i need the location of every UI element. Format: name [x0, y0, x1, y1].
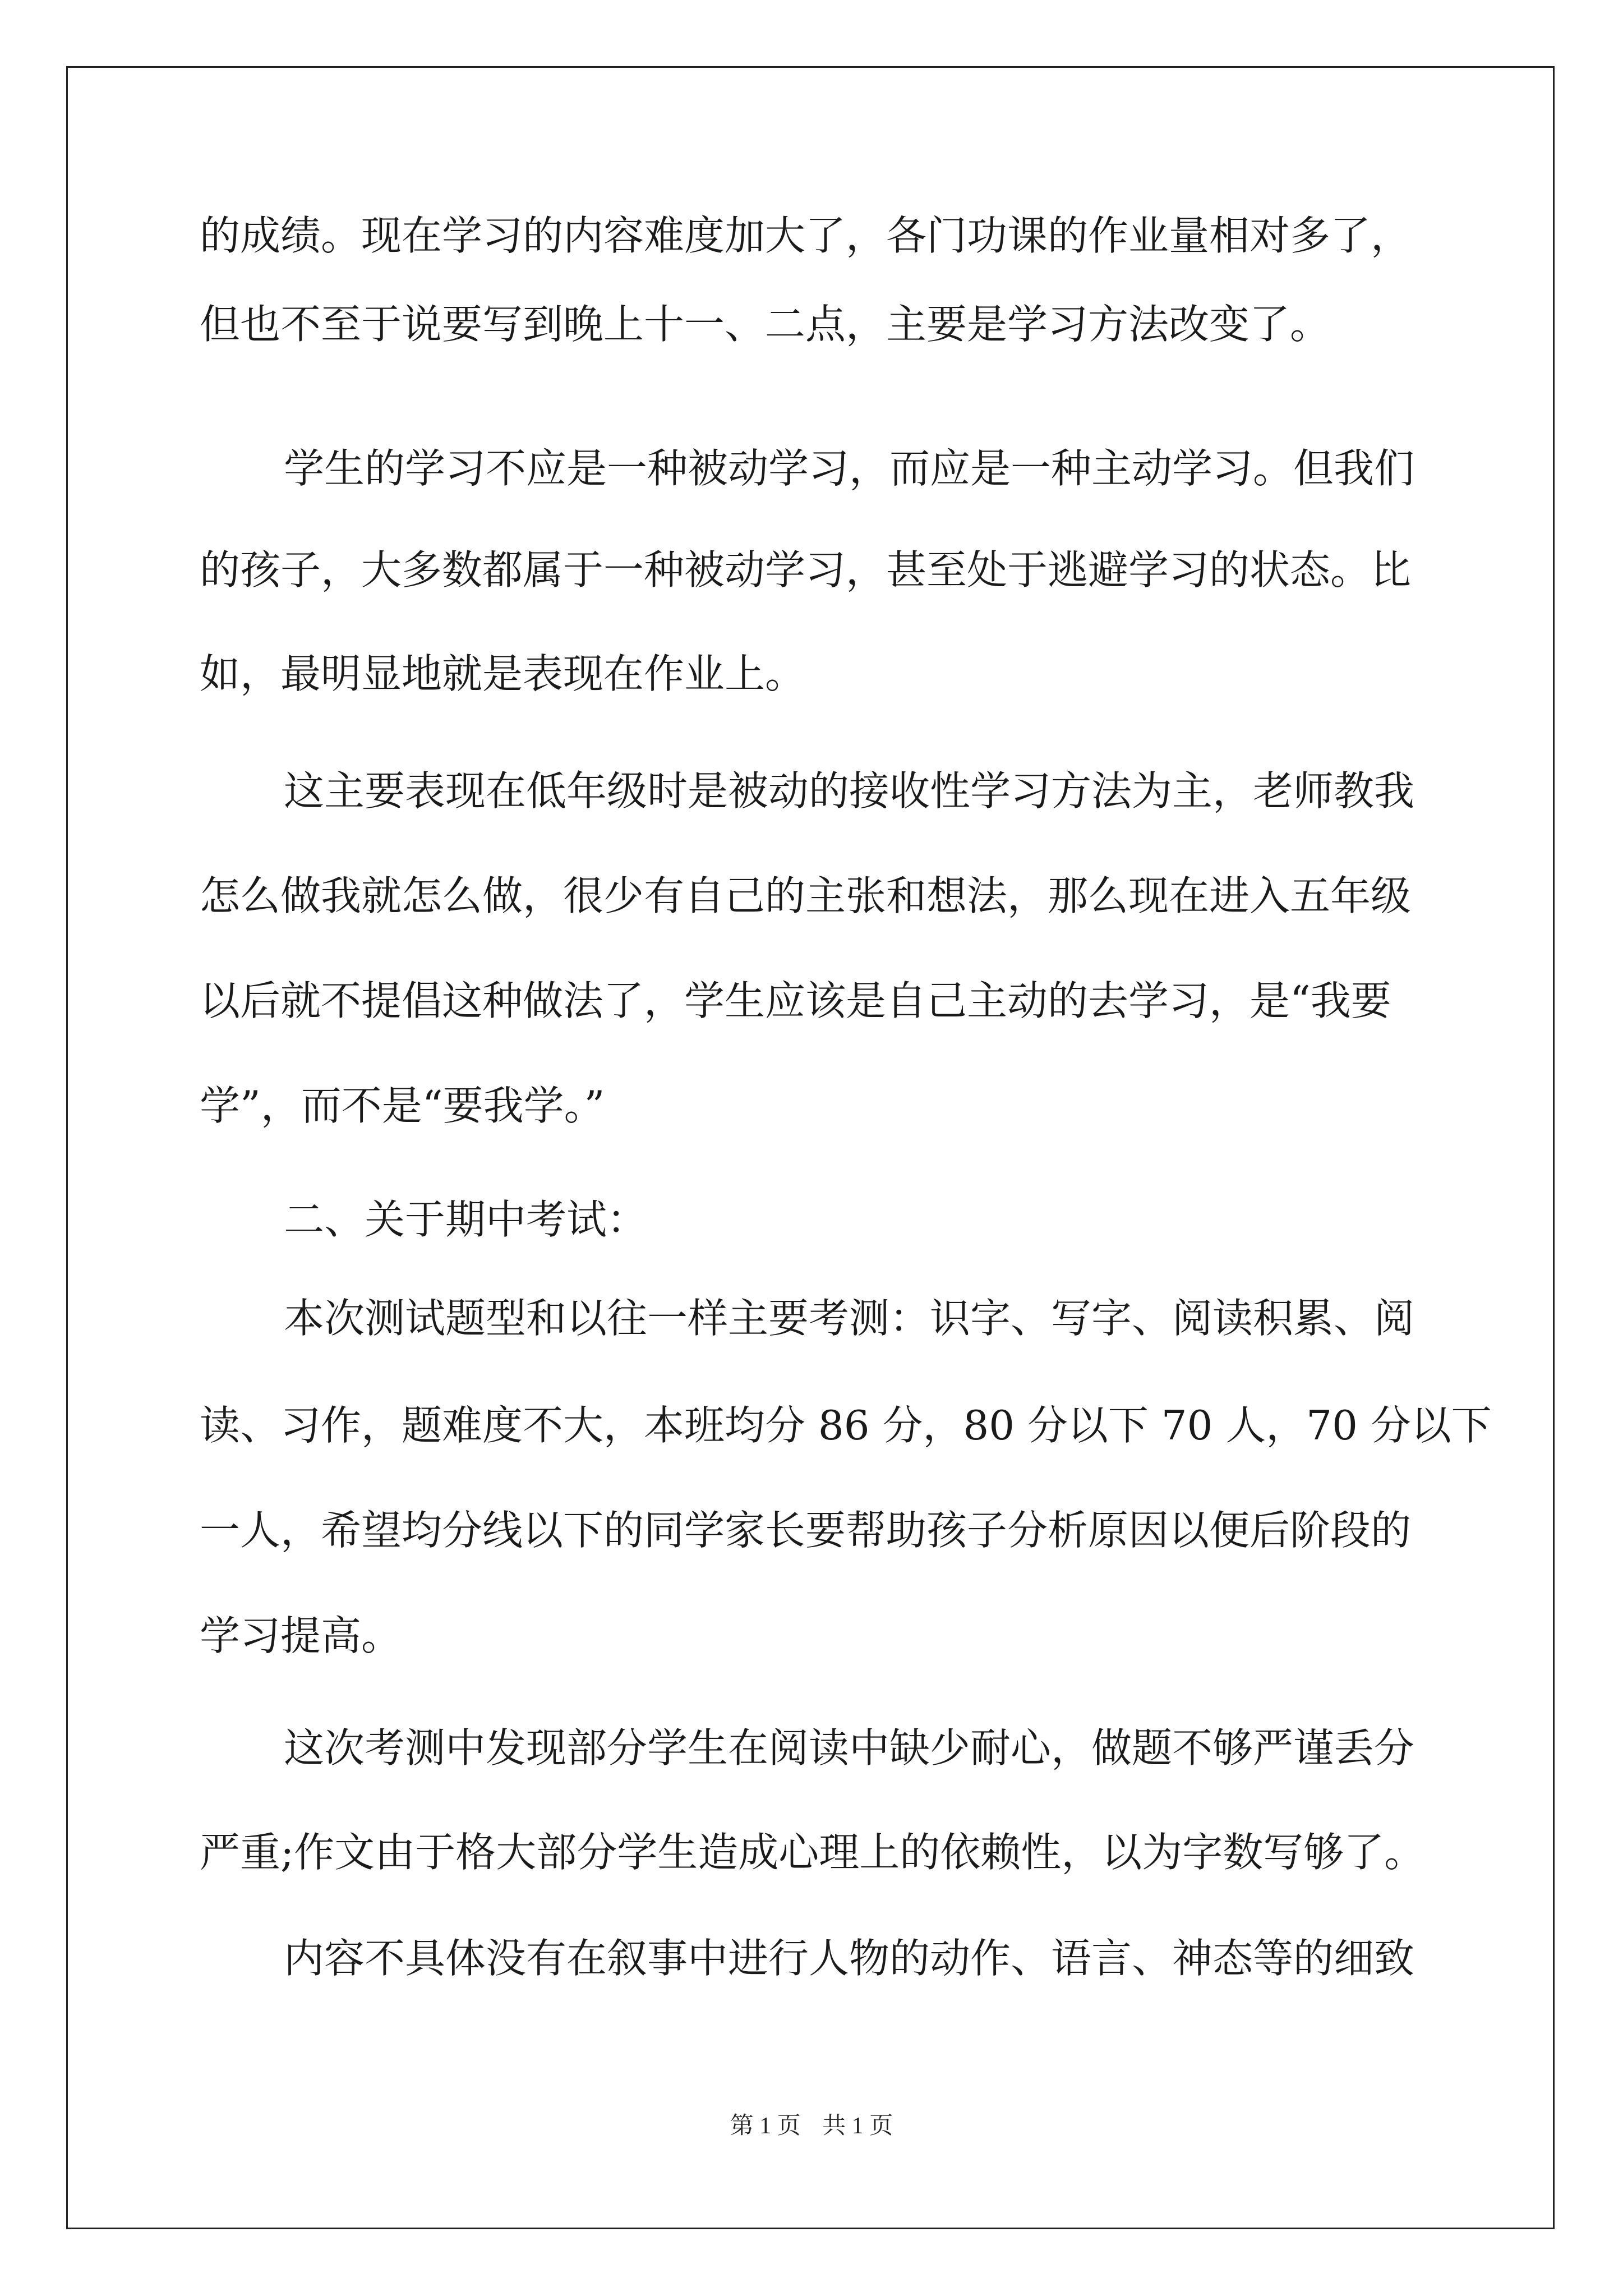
text-line-16: 严重;作文由于格大部分学生造成心理上的依赖性，以为字数写够了。 [200, 1829, 1425, 1876]
page-footer [0, 2109, 1623, 2143]
text-line-15: 这次考测中发现部分学生在阅读中缺少耐心，做题不够严谨丢分 [284, 1724, 1415, 1772]
text-line-9: 学”，而不是“要我学。” [200, 1082, 605, 1129]
text-line-7: 怎么做我就怎么做，很少有自己的主张和想法，那么现在进入五年级 [200, 872, 1412, 919]
page-total: 共 1 页 [822, 2113, 893, 2139]
text-line-5: 如，最明显地就是表现在作业上。 [200, 650, 806, 697]
text-line-3: 学生的学习不应是一种被动学习，而应是一种主动学习。但我们 [284, 445, 1415, 492]
page-number: 第 1 页 [730, 2113, 801, 2139]
text-line-13: 一人，希望均分线以下的同学家长要帮助孩子分析原因以便后阶段的 [200, 1507, 1412, 1554]
text-line-17: 内容不具体没有在叙事中进行人物的动作、语言、神态等的细致 [284, 1935, 1415, 1982]
text-line-1: 的成绩。现在学习的内容难度加大了，各门功课的作业量相对多了， [200, 212, 1412, 259]
text-line-2: 但也不至于说要写到晚上十一、二点，主要是学习方法改变了。 [200, 301, 1331, 348]
text-line-14: 学习提高。 [200, 1612, 402, 1659]
text-line-6: 这主要表现在低年级时是被动的接收性学习方法为主，老师教我 [284, 767, 1415, 815]
text-line-10: 二、关于期中考试： [284, 1196, 648, 1243]
text-line-12: 读、习作，题难度不大，本班均分 86 分，80 分以下 70 人，70 分以下 [200, 1402, 1492, 1449]
page-border [66, 66, 1555, 2229]
text-line-4: 的孩子，大多数都属于一种被动学习，甚至处于逃避学习的状态。比 [200, 546, 1412, 593]
text-line-8: 以后就不提倡这种做法了，学生应该是自己主动的去学习，是“我要 [200, 977, 1391, 1024]
text-line-11: 本次测试题型和以往一样主要考测：识字、写字、阅读积累、阅 [284, 1295, 1415, 1342]
